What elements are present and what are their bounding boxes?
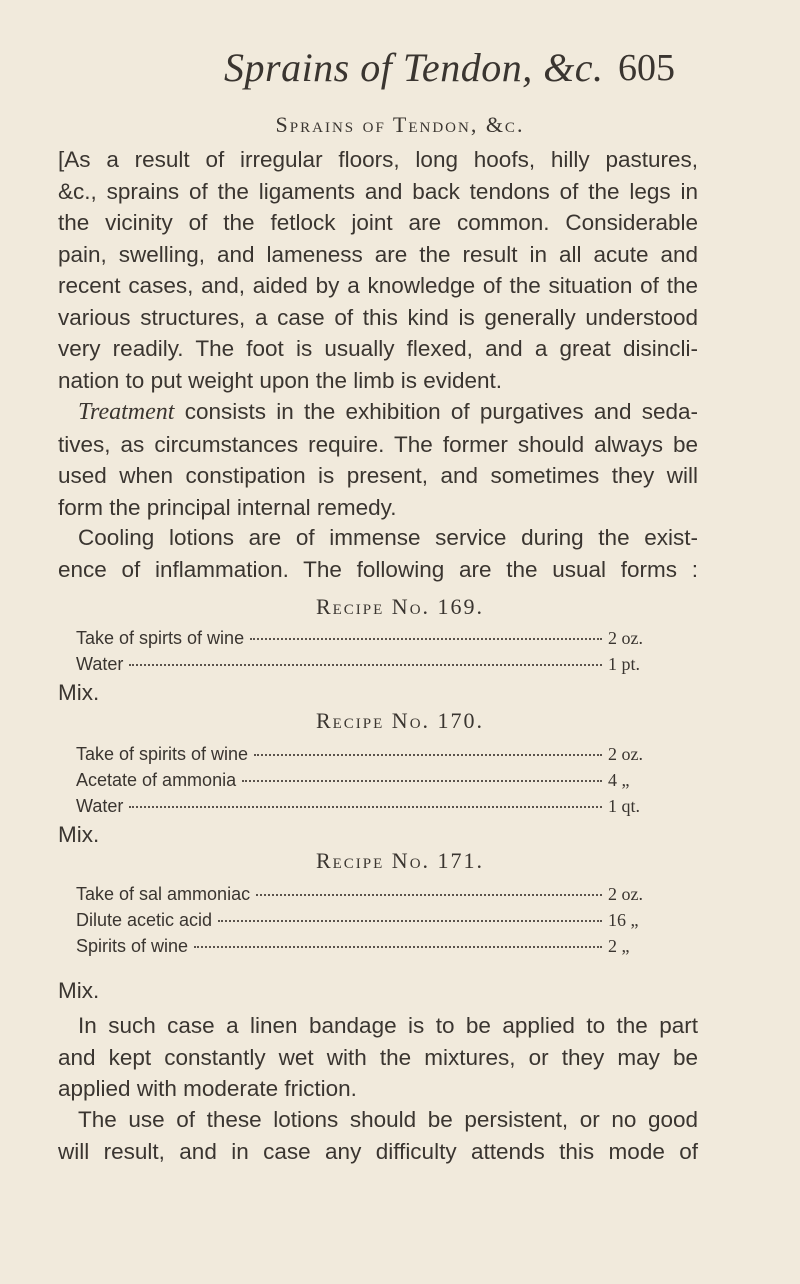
recipe-title: Recipe No. 169. [315,594,485,619]
ingredient-quantity: 1 qt. [608,796,641,816]
paragraph-persistence [58,1104,698,1167]
text-line: will result, and in case any difficulty attends this mode of [58,1138,698,1164]
ingredient-name: Dilute acetic acid [76,910,213,930]
ingredient-name: Water [76,796,124,816]
ingredient-row [76,744,656,768]
ingredient-quantity: 2 oz. [608,744,643,764]
dot-leader [129,806,602,808]
text-line: various structures, a case of this kind is generally understood [58,304,698,330]
recipe-title: Recipe No. 170. [315,708,485,733]
dot-leader [242,780,602,782]
text-line: applied with moderate friction. [58,1076,357,1101]
text-line: ence of inflammation. The following are the usual forms : [58,556,698,582]
paragraph-intro [58,144,698,396]
ingredient-quantity: 2 oz. [608,884,643,904]
text-line: pain, swelling, and lameness are the result in all acute and [58,241,698,267]
running-head [0,44,800,100]
dot-leader [194,946,602,948]
text-fragment: consists in the exhibition of purgatives and seda- [174,399,698,424]
ingredient-row [76,654,656,678]
text-line: very readily. The foot is usually flexed, and a great disincli- [58,336,698,361]
ingredient-row [76,796,656,820]
ingredient-row [76,770,656,794]
text-line: In such case a linen bandage is to be applied to the part [78,1013,698,1038]
ingredient-name: Spirits of wine [76,936,189,956]
text-line: &c., sprains of the ligaments and back tendons of the legs in [58,178,698,204]
paragraph-treatment [58,396,698,523]
paragraph-bandage [58,1010,698,1105]
dot-leader [254,754,602,756]
ingredient-name: Water [76,654,124,674]
text-line: used when constipation is present, and sometimes they will [58,463,698,488]
recipe-title: Recipe No. 171. [315,848,485,873]
dot-leader [256,894,602,896]
text-line: The use of these lotions should be persistent, or no good [78,1107,698,1132]
ingredient-name: Take of sal ammoniac [76,884,251,904]
text-line [58,396,698,429]
italic-term: Treatment [78,399,175,425]
mix-instruction: Mix. [58,680,100,705]
mix-instruction: Mix. [58,978,100,1003]
running-title: Sprains of Tendon, &c. [224,45,604,90]
dot-leader [129,664,602,666]
ingredient-quantity: 1 pt. [608,654,641,674]
ingredient-name: Take of spirits of wine [76,744,249,764]
text-line: Cooling lotions are of immense service during the exist- [78,525,698,550]
ingredient-row [76,936,656,960]
dot-leader [250,638,602,640]
ingredient-row [76,884,656,908]
text-line: form the principal internal remedy. [58,494,397,520]
ingredient-row [76,910,656,934]
ingredient-quantity: 16 „ [608,910,639,930]
ingredient-quantity: 2 oz. [608,628,643,648]
ingredient-name: Acetate of ammonia [76,770,237,790]
text-line: recent cases, and, aided by a knowledge of the situation of the [58,273,698,298]
text-line: [As a result of irregular floors, long hoofs, hilly pastures, [58,147,698,172]
mix-instruction: Mix. [58,822,100,847]
dot-leader [218,920,602,922]
text-line: the vicinity of the fetlock joint are common. Considerable [58,210,698,235]
ingredient-quantity: 2 „ [608,936,630,956]
text-line: and kept constantly wet with the mixtures, or they may be [58,1044,698,1070]
section-title: Sprains of Tendon, &c. [275,112,525,137]
page-number: 605 [618,47,675,89]
paragraph-cooling [58,522,698,585]
ingredient-quantity: 4 „ [608,770,630,790]
text-line: nation to put weight upon the limb is evident. [58,367,503,393]
text-line: tives, as circumstances require. The former should always be [58,431,698,457]
ingredient-name: Take of spirts of wine [76,628,245,648]
ingredient-row [76,628,656,652]
